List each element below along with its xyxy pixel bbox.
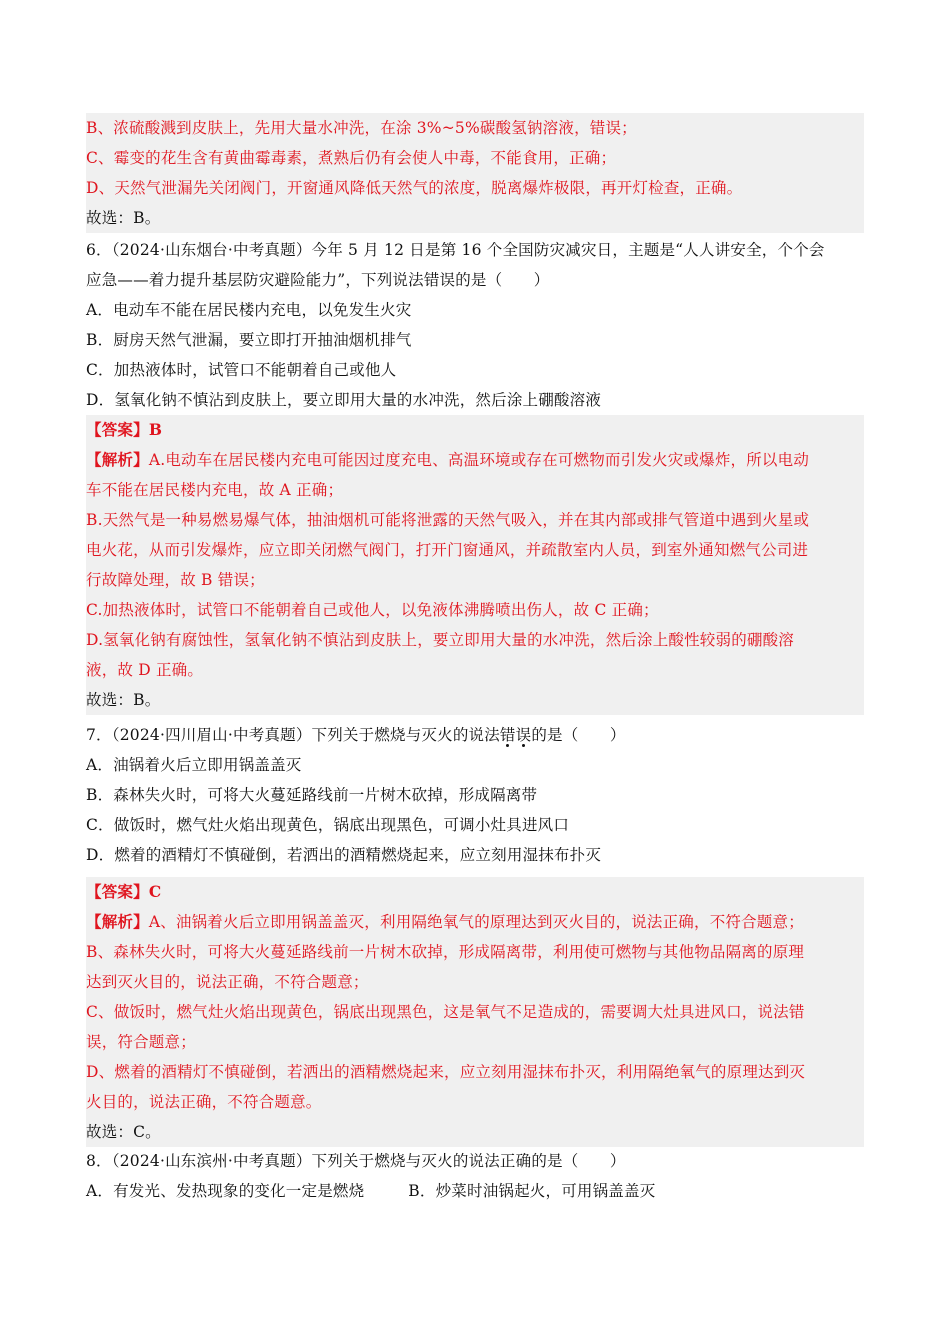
analysis-tag: 【解析】 <box>86 912 149 931</box>
q6-analysis-line: C.加热液体时，试管口不能朝着自己或他人，以免液体沸腾喷出伤人，故 C 正确； <box>86 601 659 619</box>
answer-tag: 【答案】 <box>86 420 149 439</box>
q6-option-c: C．加热液体时，试管口不能朝着自己或他人 <box>86 361 397 379</box>
q7-option-a: A．油锅着火后立即用锅盖盖灭 <box>86 756 302 774</box>
q7-option-d: D．燃着的酒精灯不慎碰倒，若洒出的酒精燃烧起来，应立刻用湿抹布扑灭 <box>86 846 602 864</box>
q7-analysis-line: 【解析】A、油锅着火后立即用锅盖盖灭，利用隔绝氧气的原理达到灭火目的，说法正确，不符合题意； <box>86 912 804 931</box>
q8-stem: 8．（2024·山东滨州·中考真题）下列关于燃烧与灭火的说法正确的是（ ） <box>86 1152 626 1170</box>
q6-analysis-line: 车不能在居民楼内充电，故 A 正确； <box>86 481 344 499</box>
q6-analysis-line: 液，故 D 正确。 <box>86 661 204 679</box>
prev-analysis-line: C、霉变的花生含有黄曲霉毒素，煮熟后仍有会使人中毒，不能食用，正确； <box>86 149 617 167</box>
q8-options-row <box>86 1176 864 1206</box>
question-8 <box>86 1146 864 1206</box>
emphasis-mark: 误 <box>515 726 532 744</box>
answer-value: B <box>148 420 163 439</box>
q8-option-b: B．炒菜时油锅起火，可用锅盖盖灭 <box>408 1182 656 1200</box>
answer-tag: 【答案】 <box>86 882 149 901</box>
q6-answer-block <box>86 415 864 715</box>
question-7 <box>86 720 864 870</box>
q7-analysis-line: 火目的，说法正确，不符合题意。 <box>86 1093 322 1111</box>
q7-option-c: C．做饭时，燃气灶火焰出现黄色，锅底出现黑色，可调小灶具进风口 <box>86 816 570 834</box>
q6-analysis-line: 【解析】A.电动车在居民楼内充电可能因过度充电、高温环境或存在可燃物而引发火灾或爆炸，所以电动 <box>86 450 810 469</box>
q7-analysis-line: 达到灭火目的，说法正确，不符合题意； <box>86 973 369 991</box>
q6-stem-line: 6．（2024·山东烟台·中考真题）今年 5 月 12 日是第 16 个全国防灾减灾日，主题是“人人讲安全，个个会 <box>86 241 825 259</box>
q8-option-a: A．有发光、发热现象的变化一定是燃烧 <box>86 1182 365 1200</box>
q7-stem: 7．（2024·四川眉山·中考真题）下列关于燃烧与灭火的说法错误的是（ ） <box>86 726 626 744</box>
q6-option-d: D．氢氧化钠不慎沾到皮肤上，要立即用大量的水冲洗，然后涂上硼酸溶液 <box>86 391 602 409</box>
q7-analysis-line: D、燃着的酒精灯不慎碰倒，若洒出的酒精燃烧起来，应立刻用湿抹布扑灭，利用隔绝氧气的原理达到灭 <box>86 1063 806 1081</box>
answer-value: C <box>148 882 162 901</box>
q7-analysis-line: B、森林失火时，可将大火蔓延路线前一片树木砍掉，形成隔离带，利用使可燃物与其他物品隔离的原理 <box>86 943 805 961</box>
question-6 <box>86 235 864 415</box>
q7-option-b: B．森林失火时，可将大火蔓延路线前一片树木砍掉，形成隔离带 <box>86 786 538 804</box>
q6-analysis-line: B.天然气是一种易燃易爆气体，抽油烟机可能将泄露的天然气吸入，并在其内部或排气管道中遇到火星或 <box>86 511 810 529</box>
prev-analysis-line: D、天然气泄漏先关闭阀门，开窗通风降低天然气的浓度，脱离爆炸极限，再开灯检查，正确。 <box>86 179 743 197</box>
prev-analysis-block <box>86 113 864 233</box>
emphasis-mark: 错 <box>499 726 516 744</box>
q6-analysis-line: 电火花，从而引发爆炸，应立即关闭燃气阀门，打开门窗通风，并疏散室内人员，到室外通知燃气公司进 <box>86 541 809 559</box>
q7-analysis-line: 误，符合题意； <box>86 1033 196 1051</box>
q6-analysis-line: 行故障处理，故 B 错误； <box>86 571 265 589</box>
q7-answer-block <box>86 877 864 1147</box>
q7-answer <box>86 877 864 907</box>
q7-analysis-line: C、做饭时，燃气灶火焰出现黄色，锅底出现黑色，这是氧气不足造成的，需要调大灶具进风口，说法错 <box>86 1003 805 1021</box>
q6-stem-line: 应急——着力提升基层防灾避险能力”，下列说法错误的是（ ） <box>86 271 550 289</box>
q7-conclusion: 故选：C。 <box>86 1123 161 1141</box>
q6-option-a: A．电动车不能在居民楼内充电，以免发生火灾 <box>86 301 412 319</box>
analysis-tag: 【解析】 <box>86 450 149 469</box>
q6-option-b: B．厨房天然气泄漏，要立即打开抽油烟机排气 <box>86 331 412 349</box>
q6-conclusion: 故选：B。 <box>86 691 161 709</box>
q6-answer <box>86 415 864 445</box>
prev-analysis-line: B、浓硫酸溅到皮肤上，先用大量水冲洗，在涂 3%~5%碳酸氢钠溶液，错误； <box>86 119 637 137</box>
prev-conclusion: 故选：B。 <box>86 209 161 227</box>
q6-analysis-line: D.氢氧化钠有腐蚀性，氢氧化钠不慎沾到皮肤上，要立即用大量的水冲洗，然后涂上酸性较弱的硼酸溶 <box>86 631 795 649</box>
